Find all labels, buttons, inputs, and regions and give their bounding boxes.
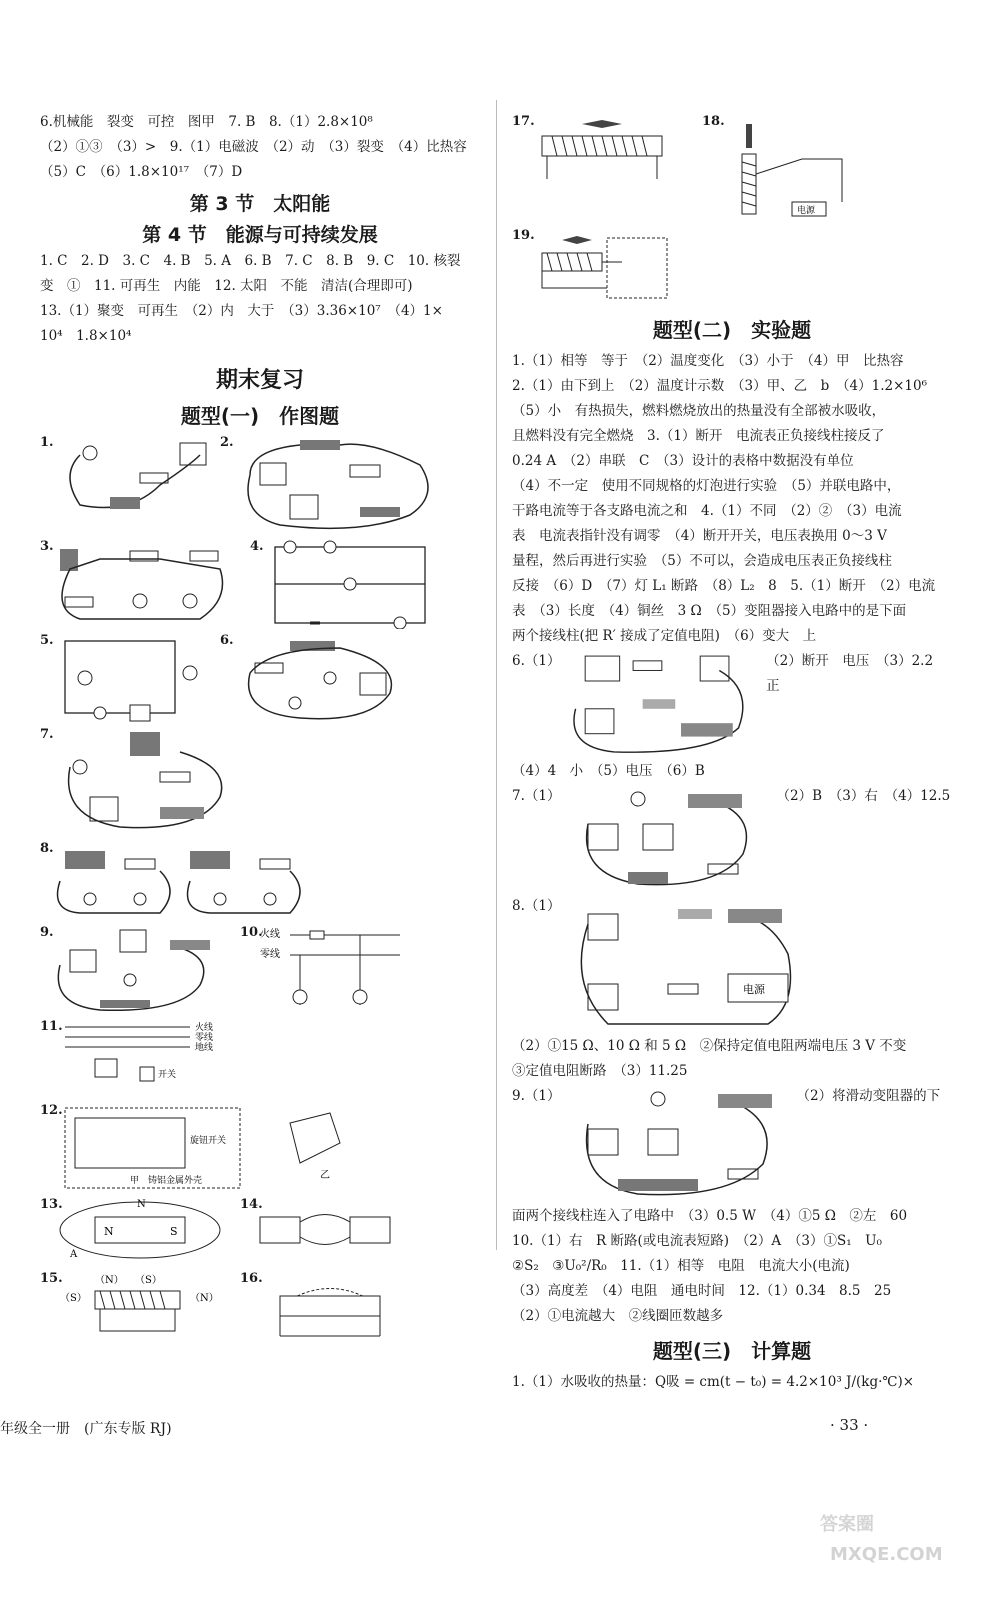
svg-text:旋钮开关: 旋钮开关 — [190, 1136, 227, 1146]
answer-line: 1.（1）水吸收的热量：Q吸 = cm(t − t₀) = 4.2×10³ J/(kg·℃)× — [512, 1374, 915, 1390]
answer-line: ②S₂ ③U₀²/R₀ 11.（1）相等 电阻 电流大小(电流) — [512, 1258, 850, 1274]
footer-book-info: 年级全一册 (广东专版 RJ) — [0, 1421, 172, 1437]
figure-17: 17. — [512, 114, 692, 224]
answer-line: （2）①③ （3）> 9.（1）电磁波 （2）动 （3）裂变 （4）比热容 — [40, 139, 467, 155]
figure-5: 5. — [40, 633, 210, 723]
figure-13: 13. N S N A — [40, 1197, 230, 1267]
right-column — [512, 110, 952, 1395]
section-heading-4: 第 4 节 能源与可持续发展 — [142, 224, 378, 246]
answer-line: 10⁴ 1.8×10⁴ — [40, 328, 132, 344]
figure-q8 — [568, 894, 808, 1034]
answer-line: 且燃料没有完全燃烧 3.（1）断开 电流表正负接线柱接反了 — [512, 428, 885, 444]
figure-16: 16. — [240, 1271, 420, 1341]
figure-11: 11. 火线 零线 地线 开关 — [40, 1019, 214, 1080]
question-9: 9.（1） （2）将滑动变阻器的下 — [512, 1084, 952, 1204]
question-6: 6.（1） （2）断开 电压 （3）2.2 正 — [512, 649, 952, 759]
question-8: 8.（1） 电源 — [512, 894, 952, 1034]
answer-line: 1. C 2. D 3. C 4. B 5. A 6. B 7. C 8. B 9. C 10. 核裂 — [40, 253, 461, 269]
figure-12: 12. 旋钮开关 甲 铸铝金属外壳 乙 — [40, 1103, 360, 1193]
answer-line: 两个接线柱(把 R′ 接成了定值电阻) （6）变大 上 — [512, 628, 817, 644]
answer-line: ③定值电阻断路 （3）11.25 — [512, 1063, 688, 1079]
figure-19: 19. — [512, 228, 692, 308]
svg-text:（N）: （N） — [190, 1293, 219, 1304]
figure-15: 15. （N） （S） （S） （N） — [40, 1271, 230, 1341]
answer-line: （5）C （6）1.8×10¹⁷ （7）D — [40, 164, 243, 180]
figure-9: 9. — [40, 925, 230, 1015]
svg-text:N: N — [104, 1225, 114, 1238]
answer-line: 2.（1）由下到上 （2）温度计示数 （3）甲、乙 b （4）1.2×10⁶ — [512, 378, 927, 394]
svg-text:MXQE.COM: MXQE.COM — [830, 1544, 943, 1565]
answer-line: （3）高度差 （4）电阻 通电时间 12.（1）0.34 8.5 25 — [512, 1283, 892, 1299]
figure-10: 10. 火线 零线 — [240, 925, 410, 1015]
answer-line: 表 电流表指针没有调零 （4）断开开关，电压表换用 0～3 V — [512, 528, 887, 544]
figure-2: 2. — [220, 435, 450, 535]
review-title: 期末复习 — [215, 368, 304, 393]
figure-6: 6. — [220, 633, 420, 723]
answer-line: 0.24 A （2）串联 C （3）设计的表格中数据没有单位 — [512, 453, 854, 469]
power-label: 电源 — [797, 206, 816, 216]
type2-title: 题型(二) 实验题 — [652, 318, 812, 342]
svg-text:零线: 零线 — [195, 1033, 214, 1043]
answer-line: 反接 （6）D （7）灯 L₁ 断路 （8）L₂ 8 5.（1）断开 （2）电流 — [512, 578, 936, 594]
answer-line: （4）不一定 使用不同规格的灯泡进行实验 （5）并联电路中， — [512, 478, 901, 494]
answer-line: （2）①15 Ω、10 Ω 和 5 Ω ②保持定值电阻两端电压 3 V 不变 — [512, 1038, 907, 1054]
figure-q7 — [568, 784, 768, 894]
answer-line: 干路电流等于各支路电流之和 4.（1）不同 （2）② （3）电流 — [512, 503, 902, 519]
answer-line: （4）4 小 （5）电压 （6）B — [512, 763, 705, 779]
figure-q9 — [568, 1084, 788, 1204]
answer-line: （5）小 有热损失，燃料燃烧放出的热量没有全部被水吸收， — [512, 403, 886, 419]
power-label: 电源 — [743, 983, 766, 996]
answer-line: （2）①电流越大 ②线圈匝数越多 — [512, 1308, 724, 1324]
left-column — [40, 110, 480, 1345]
figure-18: 18. 电源 — [702, 114, 862, 224]
section-heading-3: 第 3 节 太阳能 — [189, 193, 331, 215]
answer-line: 13.（1）聚变 可再生 （2）内 大于 （3）3.36×10⁷ （4）1× — [40, 303, 443, 319]
column-divider — [496, 100, 497, 1250]
figure-8: 8. — [40, 841, 440, 921]
figure-14: 14. — [240, 1197, 410, 1267]
page-number: · 33 · — [830, 1416, 869, 1434]
svg-text:地线: 地线 — [195, 1043, 214, 1053]
figure-7: 7. — [40, 727, 240, 837]
svg-text:开关: 开关 — [158, 1070, 177, 1080]
svg-text:（S）: （S） — [135, 1275, 162, 1286]
answer-line: 6.机械能 裂变 可控 图甲 7. B 8.（1）2.8×10⁸ — [40, 114, 373, 130]
neutral-wire-label: 零线 — [260, 949, 280, 960]
svg-text:（N）: （N） — [95, 1275, 124, 1286]
svg-text:答案圈: 答案圈 — [820, 1514, 874, 1535]
figure-3: 3. — [40, 539, 240, 629]
answer-line: 10.（1）右 R 断路(或电流表短路) （2）A （3）①S₁ U₀ — [512, 1233, 882, 1249]
type1-title: 题型(一) 作图题 — [180, 404, 340, 428]
svg-text:N: N — [137, 1199, 146, 1210]
svg-text:（S）: （S） — [60, 1293, 87, 1304]
svg-text:S: S — [170, 1225, 178, 1238]
figure-1: 1. — [40, 435, 210, 535]
question-7: 7.（1） （2）B （3）右 （4）12.5 — [512, 784, 952, 894]
answer-line: 量程，然后再进行实验 （5）不可以，会造成电压表正负接线柱 — [512, 553, 892, 569]
type3-title: 题型(三) 计算题 — [652, 1339, 812, 1363]
watermark-logo — [800, 1480, 980, 1580]
figure-4: 4. — [250, 539, 450, 629]
svg-text:A: A — [70, 1249, 78, 1260]
answer-line: 表 （3）长度 （4）铜丝 3 Ω （5）变阻器接入电路中的是下面 — [512, 603, 907, 619]
figure-q6 — [566, 649, 758, 759]
svg-text:甲 铸铝金属外壳: 甲 铸铝金属外壳 — [130, 1176, 203, 1186]
answer-line: 变 ① 11. 可再生 内能 12. 太阳 不能 清洁(合理即可) — [40, 278, 413, 294]
svg-text:火线: 火线 — [195, 1023, 214, 1033]
svg-text:乙: 乙 — [320, 1170, 330, 1181]
answer-line: 面两个接线柱连入了电路中 （3）0.5 W （4）①5 Ω ②左 60 — [512, 1208, 908, 1224]
answer-line: 1.（1）相等 等于 （2）温度变化 （3）小于 （4）甲 比热容 — [512, 353, 904, 369]
fire-wire-label: 火线 — [260, 929, 280, 940]
